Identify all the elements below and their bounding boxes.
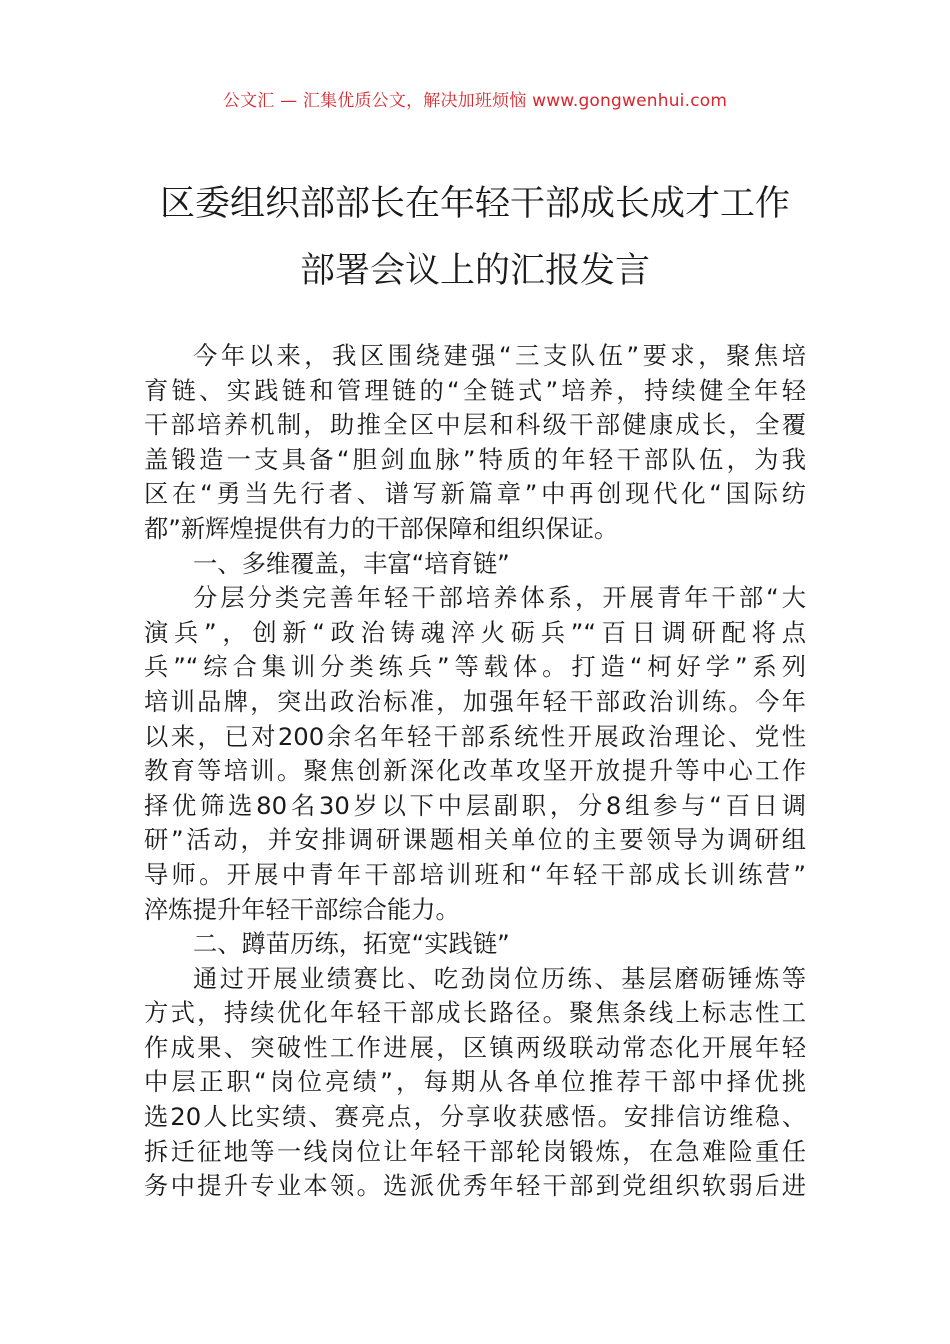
document-body (144, 339, 806, 1204)
section-heading-2: 二、蹲苗历练，拓宽“实践链” (193, 929, 510, 959)
paragraph-line: 教育等培训。聚焦创新深化改革攻坚开放提升等中心工作 (144, 756, 806, 786)
paragraph-line: 干部培养机制，助推全区中层和科级干部健康成长，全覆 (144, 410, 806, 440)
paragraph-line: 演兵”，创新“政治铸魂淬火砺兵”“百日调研配将点 (144, 617, 806, 647)
paragraph-line: 培训品牌，突出政治标准，加强年轻干部政治训练。今年 (144, 686, 806, 716)
paragraph-line: 作成果、突破性工作进展，区镇两级联动常态化开展年轻 (144, 1032, 806, 1062)
paragraph-line: 淬炼提升年轻干部综合能力。 (144, 894, 460, 924)
paragraph-line: 导师。开展中青年干部培训班和“年轻干部成长训练营” (144, 859, 806, 889)
paragraph-line: 通过开展业绩赛比、吃劲岗位历练、基层磨砺锤炼等 (193, 963, 806, 993)
paragraph-line: 选20人比实绩、赛亮点，分享收获感悟。安排信访维稳、 (144, 1102, 806, 1132)
paragraph-line: 今年以来，我区围绕建强“三支队伍”要求，聚焦培 (193, 341, 806, 370)
paragraph-line: 拆迁征地等一线岗位让年轻干部轮岗锻炼，在急难险重任 (144, 1136, 806, 1166)
paragraph-line: 区在“勇当先行者、谱写新篇章”中再创现代化“国际纺 (144, 479, 806, 509)
paragraph-line: 分层分类完善年轻干部培养体系，开展青年干部“大 (193, 583, 806, 613)
document-title-line-1: 区委组织部部长在年轻干部成长成才工作 (159, 184, 790, 224)
paragraph-line: 都”新辉煌提供有力的干部保障和组织保证。 (144, 513, 619, 543)
paragraph-line: 兵”“综合集训分类练兵”等载体。打造“柯好学”系列 (144, 652, 806, 682)
document-title-line-2: 部署会议上的汇报发言 (299, 251, 650, 291)
paragraph-line: 择优筛选80名30岁以下中层副职，分8组参与“百日调 (144, 790, 806, 820)
paragraph-line: 以来，已对200余名年轻干部系统性开展政治理论、党性 (144, 721, 806, 751)
section-heading-1: 一、多维覆盖，丰富“培育链” (193, 548, 510, 578)
paragraph-line: 中层正职“岗位亮绩”，每期从各单位推荐干部中择优挑 (144, 1067, 806, 1097)
header-banner[interactable]: 公文汇 — 汇集优质公文，解决加班烦恼 www.gongwenhui.com (222, 91, 728, 111)
paragraph-line: 方式，持续优化年轻干部成长路径。聚焦条线上标志性工 (144, 998, 806, 1028)
paragraph-line: 盖锻造一支具备“胆剑血脉”特质的年轻干部队伍，为我 (144, 444, 806, 474)
paragraph-line: 研”活动，并安排调研课题相关单位的主要领导为调研组 (144, 825, 806, 855)
paragraph-line: 育链、实践链和管理链的“全链式”培养，持续健全年轻 (144, 375, 806, 405)
paragraph-line: 务中提升专业本领。选派优秀年轻干部到党组织软弱后进 (144, 1171, 806, 1201)
